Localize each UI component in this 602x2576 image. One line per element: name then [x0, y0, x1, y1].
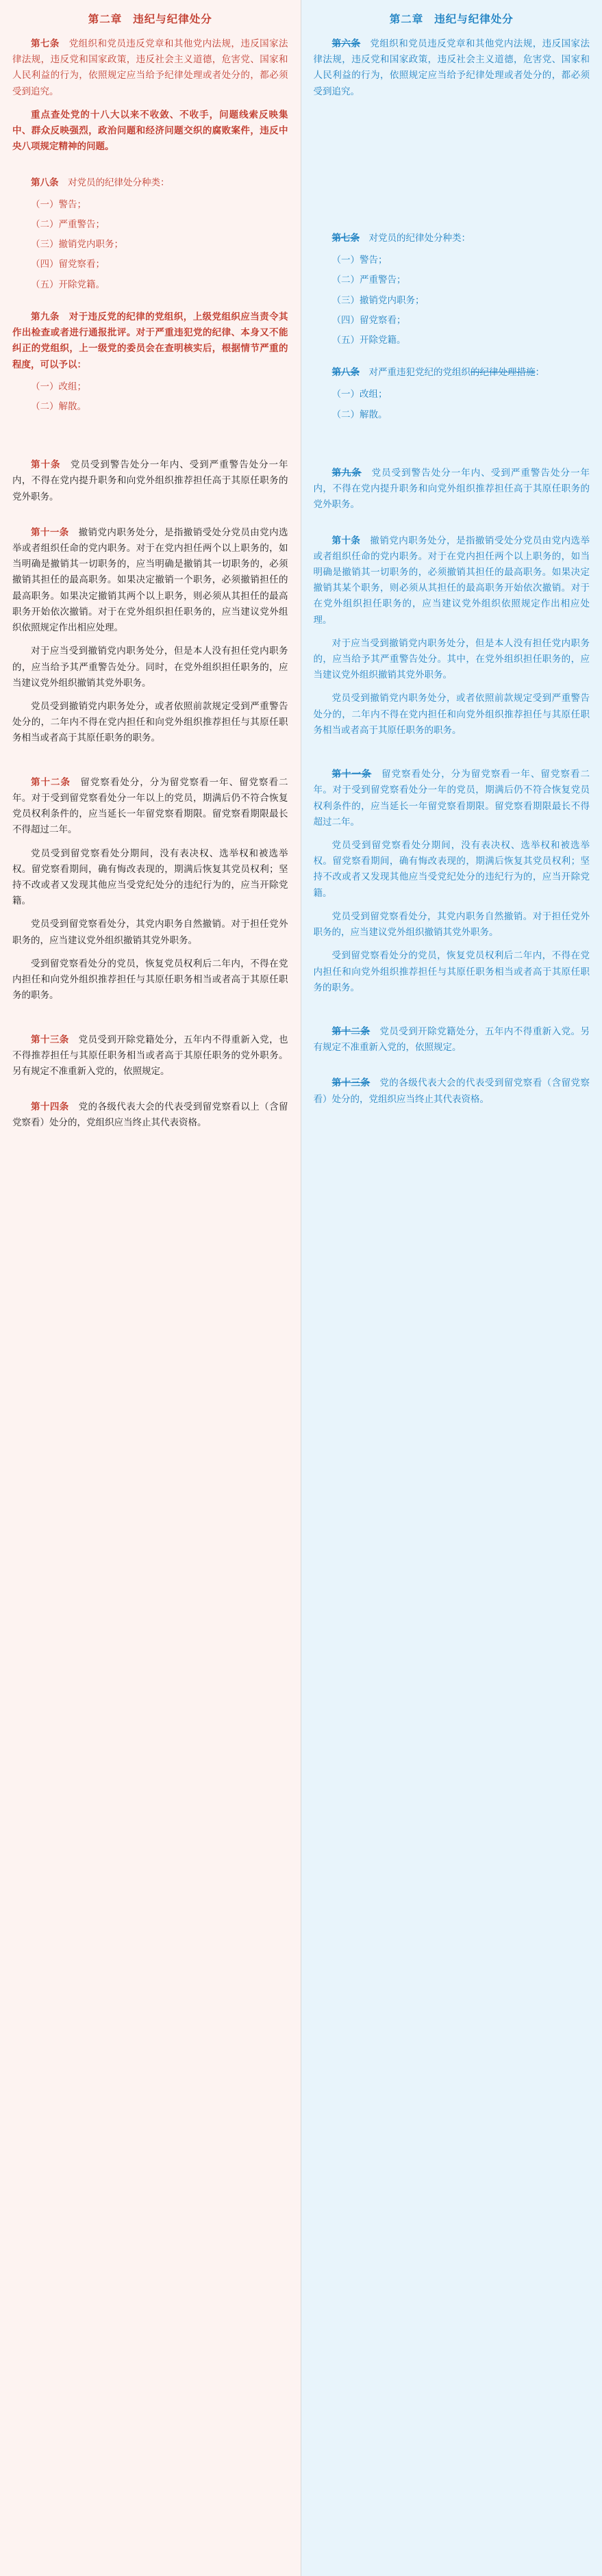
- left-chapter-title: [12, 11, 288, 26]
- left-article-9: [12, 309, 288, 372]
- left-article-8-item-1: （一）警告；: [31, 199, 86, 209]
- right-article-9-label: 第九条: [331, 467, 362, 478]
- right-article-11-p4-text: 受到留党察看处分的党员，恢复党员权利后二年内，不得在党内担任和向党外组织推荐担任与其原任职务相当或者高于其原任职务的职务。: [313, 950, 590, 993]
- right-article-10-p2-text: 对于应当受到撤销党内职务处分，但是本人没有担任党内职务的，应当给予其严重警告处分。其中，在党外组织担任职务的，应当建议党外组织撤销其党外职务。: [313, 637, 590, 680]
- left-article-12-p1: [12, 774, 288, 838]
- left-article-9-item-2: （二）解散。: [31, 400, 86, 411]
- right-article-11-p3: [314, 908, 590, 940]
- right-article-13: [314, 1075, 590, 1106]
- left-article-11-p2-text: 对于应当受到撤销党内职务处分，但是本人没有担任党内职务的，应当给予其严重警告处分。同时，在党外组织担任职务的，应当建议党外组织撤销其党外职务。: [12, 646, 288, 688]
- left-chapter-name: 违纪与纪律处分: [133, 14, 212, 25]
- right-article-11-p3-text: 党员受到留党察看处分，其党内职务自然撤销。对于担任党外职务的，应当建议党外组织撤销其党外职务。: [313, 910, 590, 938]
- left-article-7-label: 第七条: [31, 38, 60, 49]
- left-article-13: [12, 1032, 288, 1080]
- right-article-10-p1-text: 撤销党内职务处分，是指撤销受处分党员由党内选举或者组织任命的党内职务。对于在党内担任两个以上职务的，如当明确是撤销其一切职务的，必须撤销其担任的最高职务。如果决定撤销其某个职务，则必须从其担任的最高职务开始依次撤销。对于在党外组织担任职务的，应当建议党外组织依照规定作出相应处理。: [313, 535, 590, 625]
- left-article-7-emphasis: [12, 107, 288, 155]
- left-article-14-label: 第十四条: [31, 1101, 69, 1112]
- left-article-12-label: 第十二条: [31, 776, 71, 787]
- left-article-7-emphasis-text: 重点查处党的十八大以来不收敛、不收手，问题线索反映集中、群众反映强烈，政治问题和经济问题交织的腐败案件，违反中央八项规定精神的问题。: [12, 109, 288, 152]
- left-article-8-item-3: （三）撤销党内职务；: [31, 239, 123, 250]
- left-article-11-p3-text: 党员受到撤销党内职务处分，或者依照前款规定受到严重警告处分的，二年内不得在党内担任和向党外组织推荐担任与其原任职务相当或者高于其原任职务的职务。: [12, 701, 288, 743]
- left-article-11-label: 第十一条: [31, 526, 69, 537]
- left-article-12-p3: [12, 916, 288, 947]
- left-article-14: [12, 1099, 288, 1130]
- left-article-8-item-2: （二）严重警告；: [31, 218, 105, 229]
- right-article-10-p3: [314, 690, 590, 738]
- right-article-8: [314, 364, 590, 380]
- left-article-10-label: 第十条: [31, 459, 61, 470]
- right-article-12-text: 党员受到开除党籍处分，五年内不得重新入党。另有规定不准重新入党的，依照规定。: [313, 1025, 590, 1053]
- right-article-8-text-strike: 的纪律处理措施: [471, 367, 536, 378]
- right-article-8-label: 第八条: [331, 367, 360, 378]
- left-article-8: [12, 175, 288, 190]
- right-article-10-p3-text: 党员受到撤销党内职务处分，或者依照前款规定受到严重警告处分的，二年内不得在党内担任和向党外组织推荐担任与其原任职务相当或者高于其原任职务的职务。: [313, 693, 590, 735]
- right-article-11-p1: [314, 766, 590, 830]
- left-article-11-p1: [12, 524, 288, 636]
- left-article-13-text: 党员受到开除党籍处分，五年内不得重新入党，也不得推荐担任与其原任职务相当或者高于其原任职务的党外职务。另有规定不准重新入党的，依照规定。: [12, 1034, 288, 1076]
- left-article-12-p4-text: 受到留党察看处分的党员，恢复党员权利后二年内，不得在党内担任和向党外组织推荐担任与其原任职务相当或者高于其原任职务的职务。: [12, 958, 288, 1001]
- right-article-11-p2: [314, 837, 590, 901]
- right-article-12: [314, 1023, 590, 1055]
- right-article-10-label: 第十条: [331, 535, 361, 546]
- right-article-7-label: 第七条: [331, 232, 360, 243]
- left-article-12-p4: [12, 956, 288, 1004]
- left-article-8-item-4: （四）留党察看；: [31, 259, 105, 270]
- left-article-9-text: 对于违反党的纪律的党组织，上级党组织应当责令其作出检查或者进行通报批评。对于严重违犯党的纪律、本身又不能纠正的党组织，上一级党的委员会在查明核实后，根据情节严重的程度，可以予以：: [12, 311, 288, 370]
- left-article-7: [12, 36, 288, 99]
- left-article-8-item-5: （五）开除党籍。: [31, 279, 105, 290]
- right-article-8-item-1: （一）改组；: [331, 389, 388, 400]
- left-article-12-p2-text: 党员受到留党察看处分期间，没有表决权、选举权和被选举权。留党察看期间，确有悔改表现的，期满后恢复其党员权利；坚持不改或者又发现其他应当受党纪处分的违纪行为的，应当开除党籍。: [12, 847, 288, 906]
- right-article-8-text-a: 对严重违犯党纪的党组织: [360, 367, 471, 378]
- right-article-9-text: 党员受到警告处分一年内、受到严重警告处分一年内，不得在党内提升职务和向党外组织推荐担任高于其原任职务的党外职务。: [313, 467, 590, 510]
- left-article-11-p1-text: 撤销党内职务处分，是指撤销受处分党员由党内选举或者组织任命的党内职务。对于在党内担任两个以上职务的，如当明确是撤销其一切职务的，应当明确是撤销其一切职务的，必须撤销其担任的最高职务。如果决定撤销一个职务，必须撤销担任的最高职务。如果决定撤销其两个以上职务，则必须从其担任的最高职务开始依次撤销。对于在党外组织担任职务的，应当建议党外组织依照规定作出相应处理。: [12, 526, 288, 633]
- left-article-10: [12, 457, 288, 505]
- right-article-7-item-3: （三）撤销党内职务；: [331, 294, 425, 305]
- right-article-13-text: 党的各级代表大会的代表受到留党察看（含留党察看）处分的，党组织应当终止其代表资格。: [313, 1077, 590, 1104]
- left-article-11-p2: [12, 643, 288, 691]
- left-article-13-label: 第十三条: [31, 1034, 69, 1045]
- left-article-14-text: 党的各级代表大会的代表受到留党察看以上（含留党察看）处分的，党组织应当终止其代表资格。: [12, 1101, 288, 1128]
- right-article-6-text: 党组织和党员违反党章和其他党内法规，违反国家法律法规，违反党和国家政策，违反社会主义道德，危害党、国家和人民利益的行为，依照规定应当给予纪律处理或者处分的，都必须受到追究。: [313, 38, 590, 97]
- left-article-11-p3: [12, 698, 288, 746]
- right-article-7: [314, 230, 590, 246]
- right-chapter-title: [314, 11, 590, 26]
- right-article-11-p2-text: 党员受到留党察看处分期间，没有表决权、选举权和被选举权。留党察看期间，确有悔改表现的，期满后恢复其党员权利；坚持不改或者又发现其他应当受党纪处分的违纪行为的，应当开除党籍。: [313, 840, 590, 898]
- left-article-12-p3-text: 党员受到留党察看处分，其党内职务自然撤销。对于担任党外职务的，应当建议党外组织撤销其党外职务。: [12, 919, 288, 945]
- right-article-7-text: 对党员的纪律处分种类：: [360, 232, 471, 243]
- right-article-13-label: 第十三条: [331, 1077, 371, 1088]
- right-chapter-name: 违纪与纪律处分: [434, 14, 514, 25]
- left-article-9-item-1: （一）改组；: [31, 381, 86, 392]
- right-chapter-number: 第二章: [389, 14, 424, 25]
- right-article-7-item-2: （二）严重警告；: [331, 275, 406, 285]
- right-article-7-item-4: （四）留党察看；: [331, 314, 406, 325]
- right-article-11-label: 第十一条: [331, 769, 372, 780]
- right-article-9: [314, 465, 590, 513]
- right-article-10-p1: [314, 533, 590, 628]
- left-article-12-p1-text: 留党察看处分，分为留党察看一年、留党察看二年。对于受到留党察看处分一年以上的党员，期满后仍不符合恢复党员权利条件的，应当延长一年留党察看期限。留党察看期限最长不得超过二年。: [12, 776, 288, 835]
- right-article-6-label: 第六条: [331, 38, 361, 49]
- right-article-6: [314, 36, 590, 99]
- right-article-8-text-b: ：: [535, 367, 544, 378]
- right-article-11-p1-text: 留党察看处分，分为留党察看一年、留党察看二年。对于受到留党察看处分一年的党员，期满后仍不符合恢复党员权利条件的，应当延长一年留党察看期限。留党察看期限最长不得超过二年。: [313, 769, 590, 827]
- left-article-8-text: 对党员的纪律处分种类：: [58, 177, 170, 188]
- left-article-12-p2: [12, 845, 288, 909]
- left-article-9-label: 第九条: [31, 311, 60, 322]
- right-article-8-item-2: （二）解散。: [331, 409, 388, 420]
- left-article-8-label: 第八条: [31, 177, 59, 188]
- left-chapter-number: 第二章: [88, 14, 123, 25]
- right-article-12-label: 第十二条: [331, 1025, 371, 1036]
- left-article-7-text: 党组织和党员违反党章和其他党内法规，违反国家法律法规，违反党和国家政策，违反社会主义道德，危害党、国家和人民利益的行为，依照规定应当给予纪律处理或者处分的，都必须受到追究。: [12, 38, 288, 97]
- left-article-10-text: 党员受到警告处分一年内、受到严重警告处分一年内，不得在党内提升职务和向党外组织推荐担任高于其原任职务的党外职务。: [12, 459, 288, 502]
- right-article-7-item-5: （五）开除党籍。: [331, 334, 406, 345]
- right-article-11-p4: [314, 947, 590, 995]
- right-article-10-p2: [314, 635, 590, 683]
- right-article-7-item-1: （一）警告；: [331, 255, 388, 266]
- right-version-column: [301, 0, 602, 2576]
